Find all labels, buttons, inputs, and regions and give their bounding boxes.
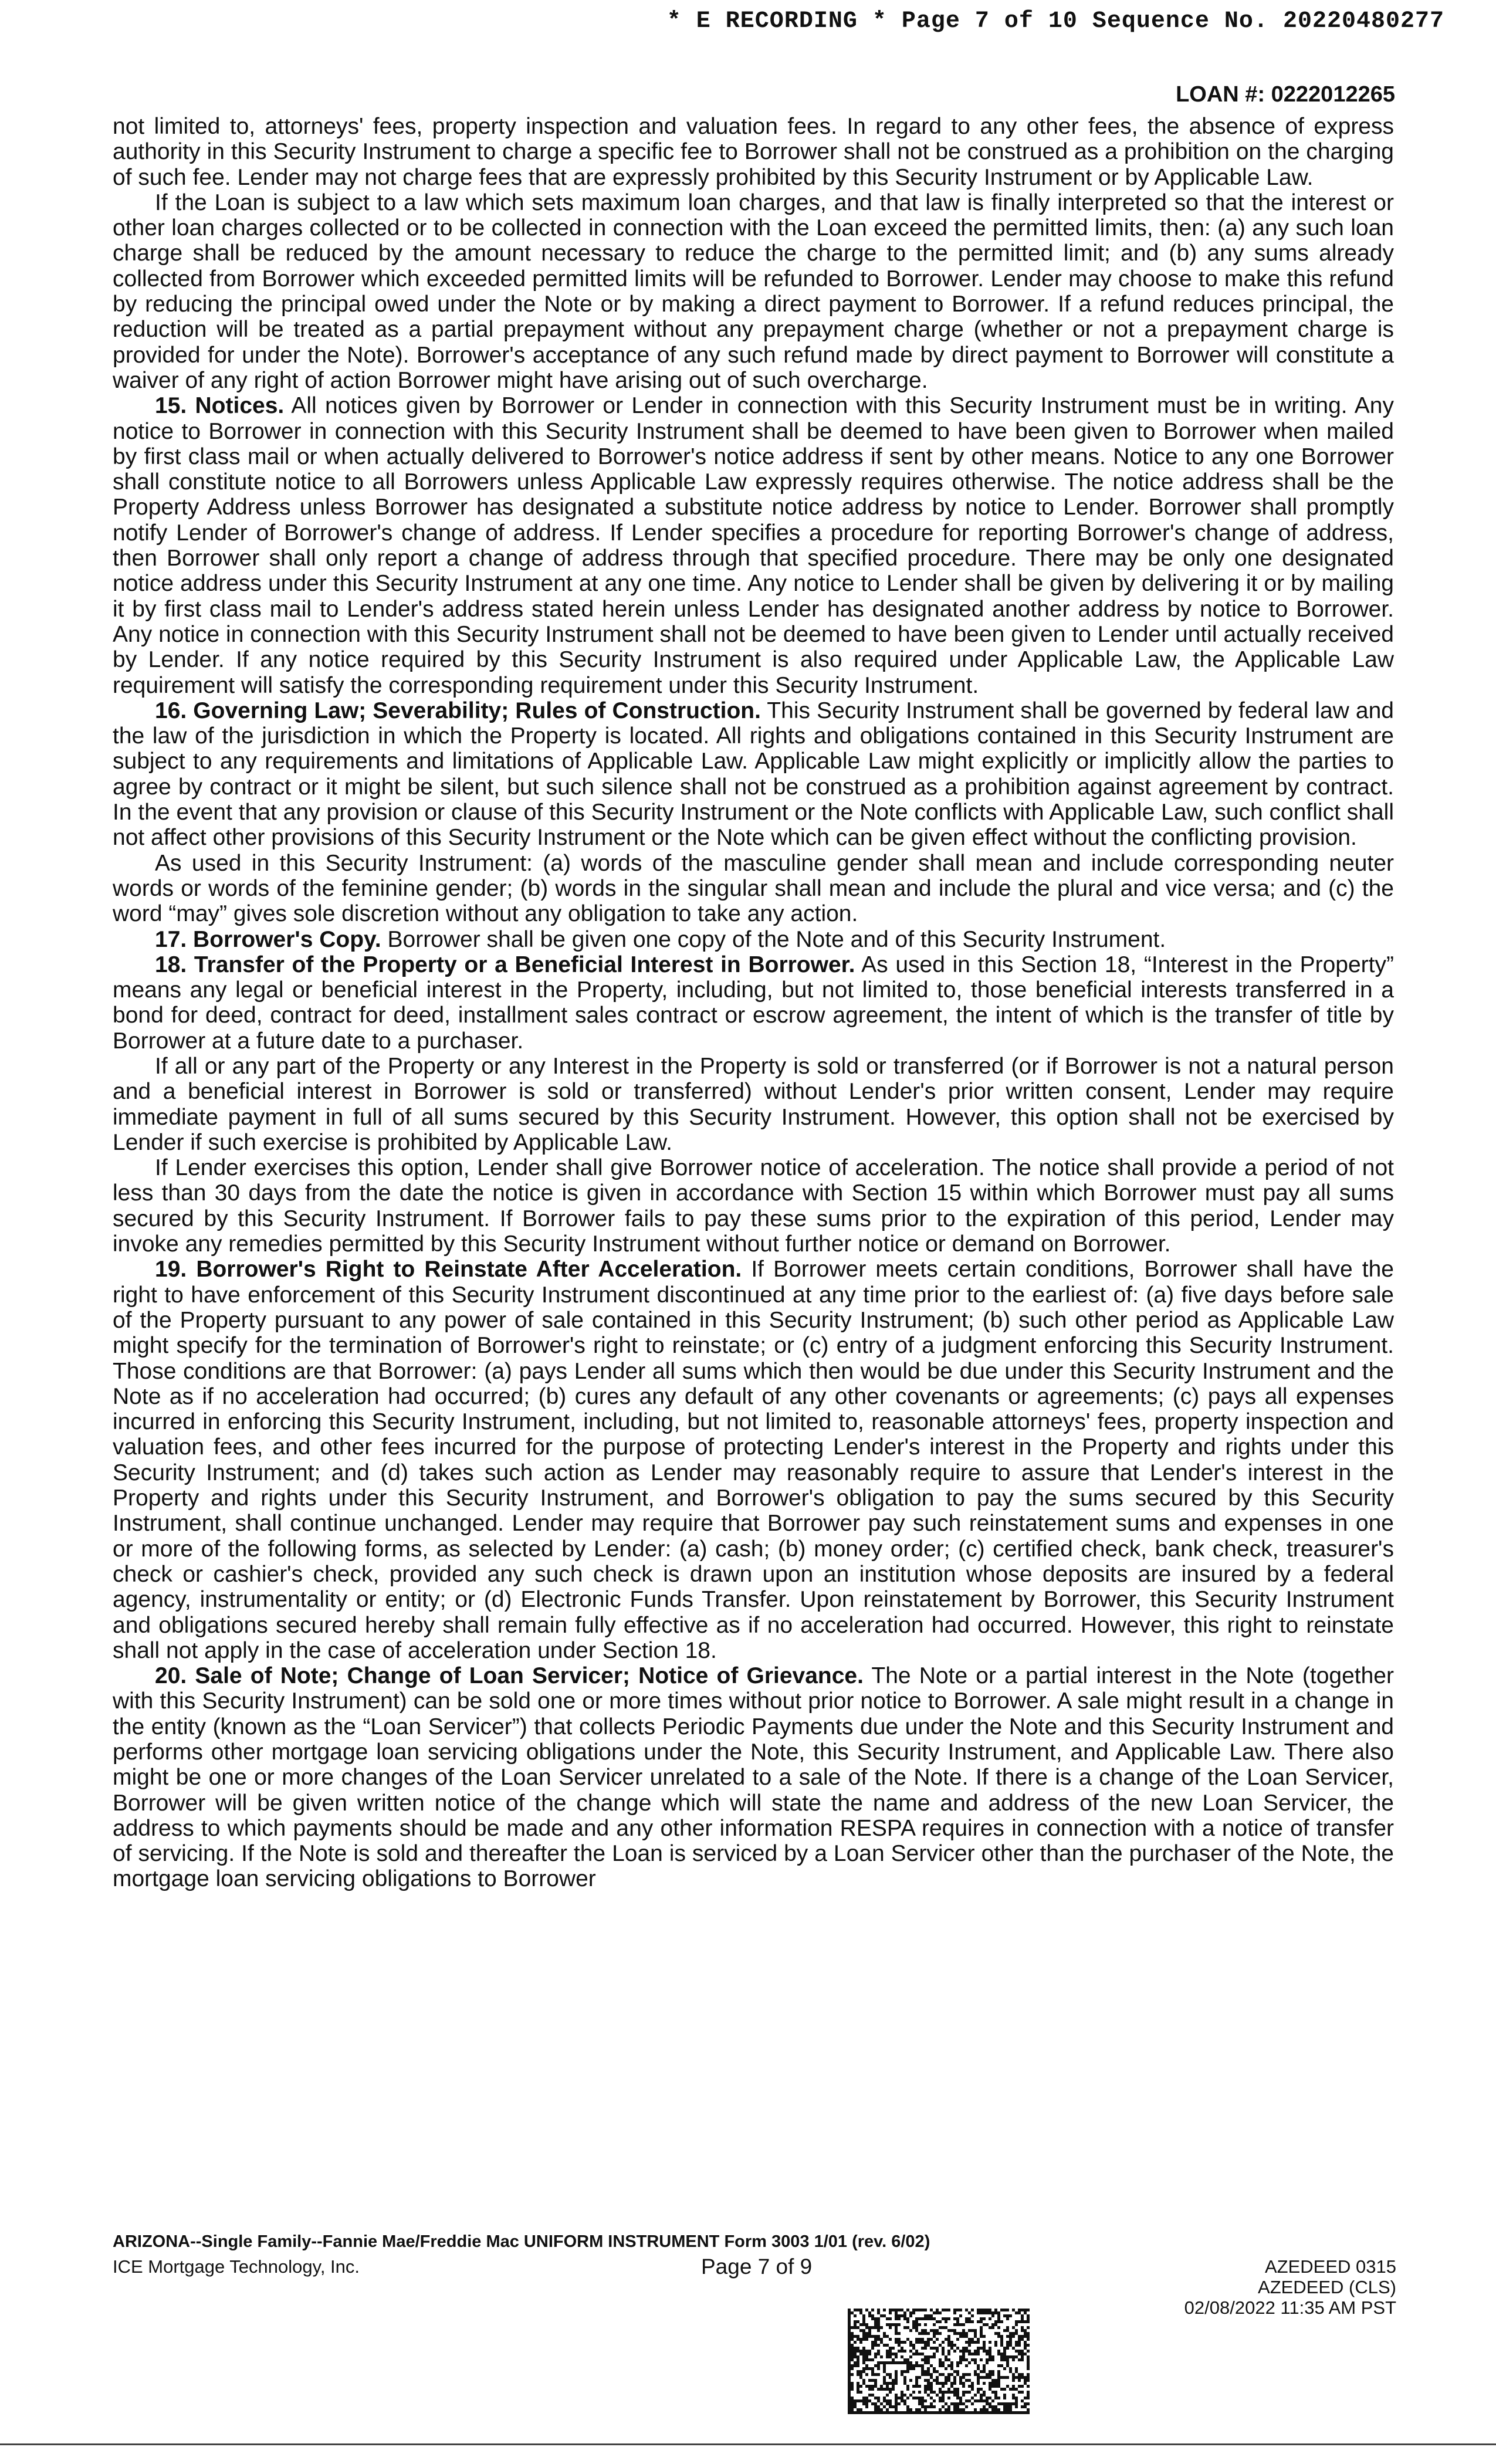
- section-text: The Note or a partial interest in the Note (together with this Security Instrument) can be sold one or more times without prior notice to Borrower. A sale might result in a change in the entity (known as the “Loan Servicer”) that collects Periodic Payments due under the Note and this Security Instrument and performs other mortgage loan servicing obligations under the Note, this Security Instrument, and Applicable Law. There also might be one or more changes of the Loan Servicer unrelated to a sale of the Note. If there is a change of the Loan Servicer, Borrower will be given written notice of the change which will state the name and address of the new Loan Servicer, the address to which payments should be made and any other information RESPA requires in connection with a notice of transfer of servicing. If the Note is sold and thereafter the Loan is serviced by a Loan Servicer other than the purchaser of the Note, the mortgage loan servicing obligations to Borrower: [113, 1663, 1394, 1892]
- loan-number: LOAN #: 0222012265: [1176, 82, 1395, 107]
- section-text: All notices given by Borrower or Lender in connection with this Security Instrument must be in writing. Any notice to Borrower in connection with this Security Instrument shall be deemed to have been given to Borrower when mailed by first class mail or when actually delivered to Borrower's notice address if sent by other means. Notice to any one Borrower shall constitute notice to all Borrowers unless Applicable Law expressly requires otherwise. The notice address shall be the Property Address unless Borrower has designated a substitute notice address by notice to Lender. Borrower shall promptly notify Lender of Borrower's change of address. If Lender specifies a procedure for reporting Borrower's change of address, then Borrower shall only report a change of address through that specified procedure. There may be only one designated notice address under this Security Instrument at any one time. Any notice to Lender shall be given by delivering it or by mailing it by first class mail to Lender's address stated herein unless Lender has designated another address by notice to Borrower. Any notice in connection with this Security Instrument shall not be deemed to have been given to Lender until actually received by Lender. If any notice required by this Security Instrument is also required under Applicable Law, the Applicable Law requirement will satisfy the corresponding requirement under this Security Instrument.: [113, 393, 1394, 698]
- section-20: [113, 1663, 1394, 1892]
- footer-vendor: ICE Mortgage Technology, Inc.: [113, 2256, 360, 2277]
- paragraph: As used in this Security Instrument: (a) words of the masculine gender shall mean and include corresponding neuter words or words of the feminine gender; (b) words in the singular shall mean and include the plural and vice versa; and (c) the word “may” gives sole discretion without any obligation to take any action.: [113, 850, 1394, 927]
- section-15: [113, 393, 1394, 698]
- paragraph: If Lender exercises this option, Lender shall give Borrower notice of acceleration. The notice shall provide a period of not less than 30 days from the date the notice is given in accordance with Section 15 within which Borrower must pay all sums secured by this Security Instrument. If Borrower fails to pay these sums prior to the expiration of this period, Lender may invoke any remedies permitted by this Security Instrument without further notice or demand on Borrower.: [113, 1155, 1394, 1257]
- section-heading: 20. Sale of Note; Change of Loan Servicer; Notice of Grievance.: [155, 1663, 864, 1689]
- section-heading: 16. Governing Law; Severability; Rules of Construction.: [155, 698, 761, 723]
- section-text: As used in this Section 18, “Interest in the Property” means any legal or beneficial interest in the Property, including, but not limited to, those beneficial interests transferred in a bond for deed, contract for deed, installment sales contract or escrow agreement, the intent of which is the transfer of title by Borrower at a future date to a purchaser.: [113, 952, 1394, 1054]
- section-19: [113, 1257, 1394, 1663]
- section-heading: 18. Transfer of the Property or a Beneficial Interest in Borrower.: [155, 952, 855, 977]
- section-heading: 17. Borrower's Copy.: [155, 926, 381, 952]
- recording-header: * E RECORDING * Page 7 of 10 Sequence No. 20220480277: [666, 8, 1444, 35]
- section-16: [113, 698, 1394, 851]
- paragraph: If the Loan is subject to a law which sets maximum loan charges, and that law is finally interpreted so that the interest or other loan charges collected or to be collected in connection with the Loan exceed the permitted limits, then: (a) any such loan charge shall be reduced by the amount necessary to reduce the charge to the permitted limit; and (b) any sums already collected from Borrower which exceeded permitted limits will be refunded to Borrower. Lender may choose to make this refund by reducing the principal owed under the Note or by making a direct payment to Borrower. If a refund reduces principal, the reduction will be treated as a partial prepayment without any prepayment charge (whether or not a prepayment charge is provided for under the Note). Borrower's acceptance of any such refund made by direct payment to Borrower will constitute a waiver of any right of action Borrower might have arising out of such overcharge.: [113, 189, 1394, 393]
- footer-form-name: ARIZONA--Single Family--Fannie Mae/Freddie Mac UNIFORM INSTRUMENT Form 3003 1/01 (rev. 6/02): [113, 2232, 930, 2251]
- footer-codes: [1184, 2256, 1396, 2318]
- section-text: If Borrower meets certain conditions, Borrower shall have the right to have enforcement of this Security Instrument discontinued at any time prior to the earliest of: (a) five days before sale of the Property pursuant to any power of sale contained in this Security Instrument; (b) such other period as Applicable Law might specify for the termination of Borrower's right to reinstate; or (c) entry of a judgment enforcing this Security Instrument. Those conditions are that Borrower: (a) pays Lender all sums which then would be due under this Security Instrument and the Note as if no acceleration had occurred; (b) cures any default of any other covenants or agreements; (c) pays all expenses incurred in enforcing this Security Instrument, including, but not limited to, reasonable attorneys' fees, property inspection and valuation fees, and other fees incurred for the purpose of protecting Lender's interest in the Property and rights under this Security Instrument; and (d) takes such action as Lender may reasonably require to assure that Lender's interest in the Property and rights under this Security Instrument, and Borrower's obligation to pay the sums secured by this Security Instrument, shall continue unchanged. Lender may require that Borrower pay such reinstatement sums and expenses in one or more of the following forms, as selected by Lender: (a) cash; (b) money order; (c) certified check, bank check, treasurer's check or cashier's check, provided any such check is drawn upon an institution whose deposits are insured by a federal agency, instrumentality or entity; or (d) Electronic Funds Transfer. Upon reinstatement by Borrower, this Security Instrument and obligations secured hereby shall remain fully effective as if no acceleration had occurred. However, this right to reinstate shall not apply in the case of acceleration under Section 18.: [113, 1257, 1394, 1663]
- section-text: Borrower shall be given one copy of the Note and of this Security Instrument.: [381, 926, 1166, 952]
- timestamp: 02/08/2022 11:35 AM PST: [1184, 2297, 1396, 2318]
- bottom-rule: [0, 2443, 1496, 2445]
- form-code-cls: AZEDEED (CLS): [1258, 2277, 1396, 2297]
- form-code: AZEDEED 0315: [1265, 2256, 1396, 2277]
- section-18: [113, 952, 1394, 1054]
- section-heading: 19. Borrower's Right to Reinstate After Acceleration.: [155, 1257, 742, 1282]
- 2d-barcode-icon: [848, 2309, 1030, 2414]
- document-body: [113, 114, 1394, 1892]
- paragraph: not limited to, attorneys' fees, property inspection and valuation fees. In regard to any other fees, the absence of express authority in this Security Instrument to charge a specific fee to Borrower shall not be construed as a prohibition on the charging of such fee. Lender may not charge fees that are expressly prohibited by this Security Instrument or by Applicable Law.: [113, 114, 1394, 190]
- footer-page-number: Page 7 of 9: [701, 2255, 813, 2279]
- paragraph: If all or any part of the Property or any Interest in the Property is sold or transferred (or if Borrower is not a natural person and a beneficial interest in Borrower is sold or transferred) without Lender's prior written consent, Lender may require immediate payment in full of all sums secured by this Security Instrument. However, this option shall not be exercised by Lender if such exercise is prohibited by Applicable Law.: [113, 1053, 1394, 1155]
- section-17: [113, 927, 1394, 952]
- section-text: This Security Instrument shall be governed by federal law and the law of the jurisdiction in which the Property is located. All rights and obligations contained in this Security Instrument are subject to any requirements and limitations of Applicable Law. Applicable Law might explicitly or implicitly allow the parties to agree by contract or it might be silent, but such silence shall not be construed as a prohibition against agreement by contract. In the event that any provision or clause of this Security Instrument or the Note conflicts with Applicable Law, such conflict shall not affect other provisions of this Security Instrument or the Note which can be given effect without the conflicting provision.: [113, 698, 1394, 851]
- section-heading: 15. Notices.: [155, 393, 285, 419]
